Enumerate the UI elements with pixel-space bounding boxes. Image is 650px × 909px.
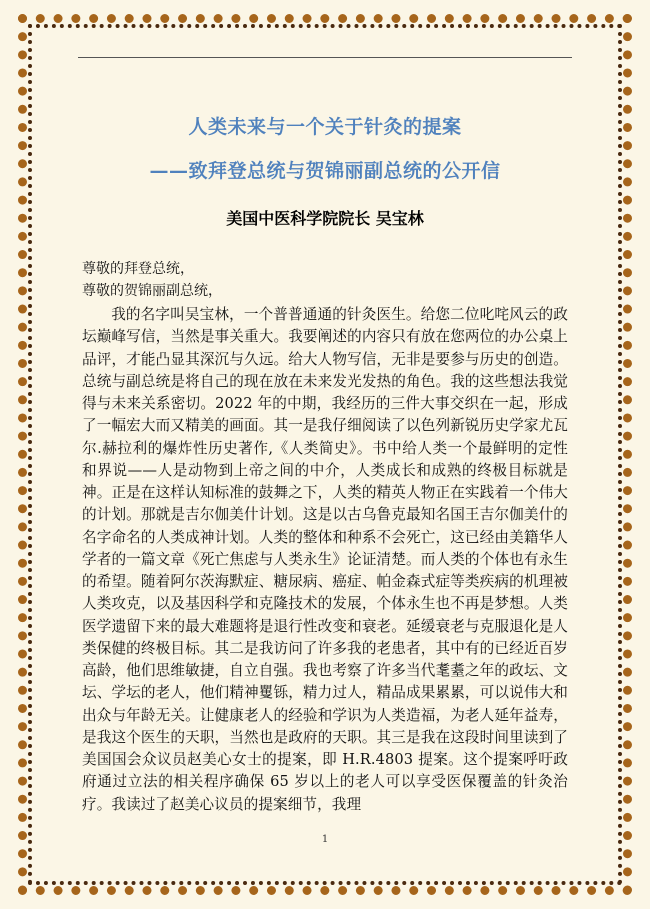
document-subtitle: ——致拜登总统与贺锦丽副总统的公开信: [149, 160, 501, 182]
document-title: 人类未来与一个关于针灸的提案: [188, 116, 462, 138]
salutation-president: 尊敬的拜登总统，: [82, 261, 194, 277]
letter-body: 我的名字叫吴宝林，一个普普通通的针灸医生。给您二位叱咤风云的政坛巅峰写信，当然是事关重大。我要阐述的内容只有放在您两位的办公桌上品评，才能凸显其深沉与久远。给大人物写信，无非是要参与历史的创造。总统与副总统是将自己的现在放在未来发光发热的角色。我的这些想法我觉得与未来关系密切。2022 年的中期，我经历的三件大事交织在一起，形成了一幅宏大而又精美的画面。其一是我仔细阅读了以色列新锐历史学家尤瓦尔.赫拉利的爆炸性历史著作,《人类简史》。书中给人类一个最鲜明的定性和界说——人是动物到上帝之间的中介，人类成长和成熟的终极目标就是神。正是在这样认知标准的鼓舞之下，人类的精英人物正在实践着一个伟大的计划。那就是吉尔伽美什计划。这是以古乌鲁克最知名国王吉尔伽美什的名字命名的人类成神计划。人类的整体和种系不会死亡，这已经由美籍华人学者的一篇文章《死亡焦虑与人类永生》论证清楚。而人类的个体也有永生的希望。随着阿尔茨海默症、糖尿病、癌症、帕金森式症等类疾病的机理被人类攻克，以及基因科学和克隆技术的发展，个体永生也不再是梦想。人类医学遗留下来的最大难题将是退行性改变和衰老。延缓衰老与克服退化是人类保健的终极目标。其二是我访问了许多我的老患者，其中有的已经近百岁高龄，他们思维敏捷，自立自强。我也考察了许多当代耄耋之年的政坛、文坛、学坛的老人，他们精神矍铄，精力过人，精品成果累累，可以说伟大和出众与年龄无关。让健康老人的经验和学识为人类造福，为老人延年益寿，是我这个医生的天职，当然也是政府的天职。其三是我在这段时间里读到了美国国会众议员赵美心女士的提案，即 H.R.4803 提案。这个提案呼吁政府通过立法的相关程序确保 65 岁以上的老人可以享受医保覆盖的针灸治疗。我读过了赵美心议员的提案细节，我理: [82, 306, 568, 813]
salutation-vice-president: 尊敬的贺锦丽副总统，: [82, 283, 222, 299]
author-line: 美国中医科学院院长 吴宝林: [226, 209, 424, 228]
page-number: 1: [321, 834, 329, 845]
header-rule: [78, 57, 572, 58]
